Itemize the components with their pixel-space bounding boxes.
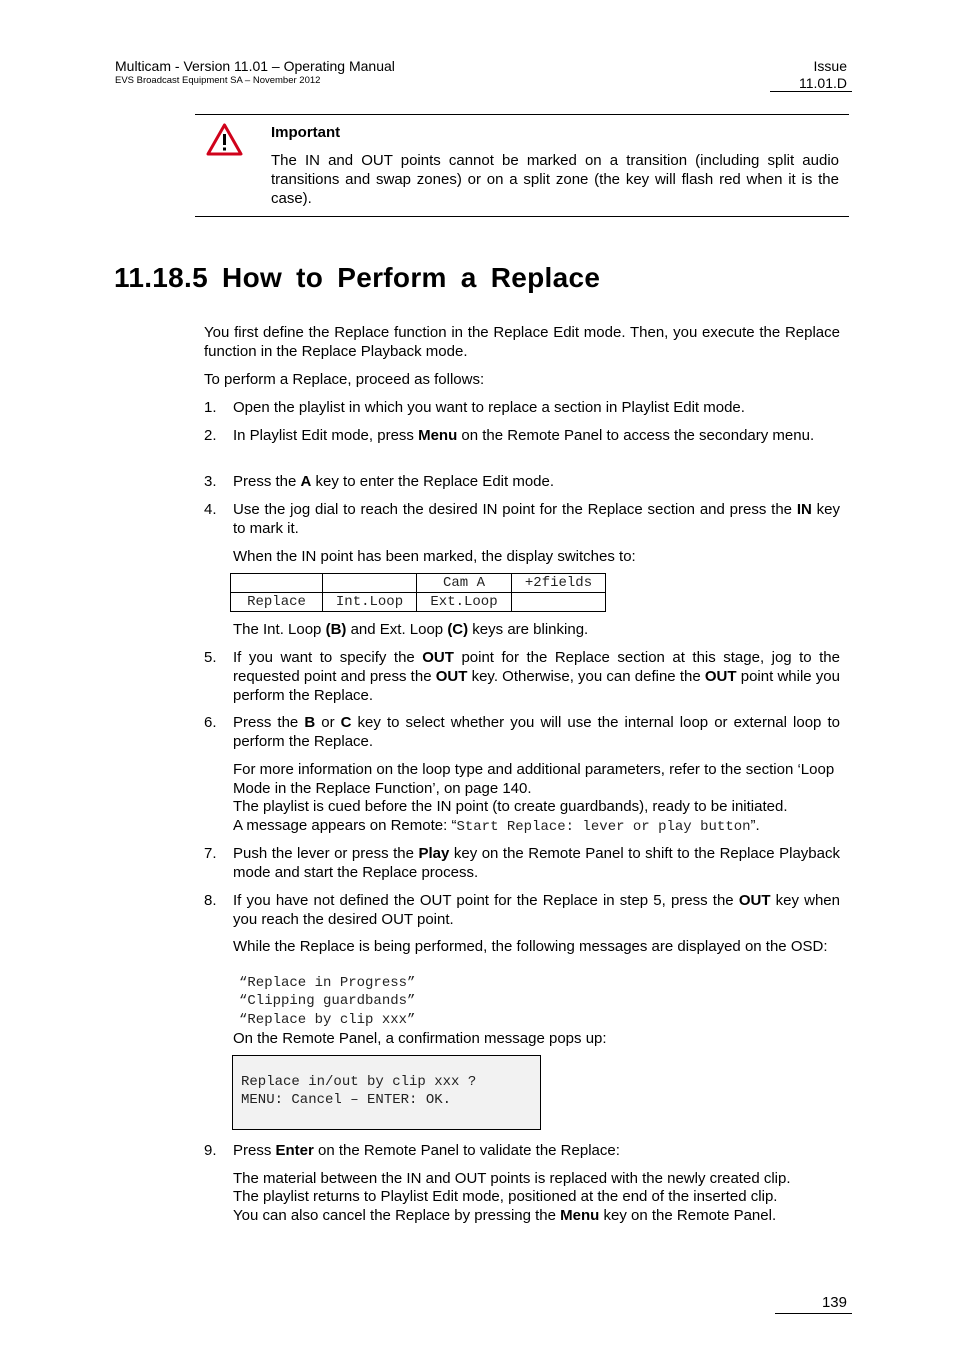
proceed-paragraph: To perform a Replace, proceed as follows: — [204, 371, 485, 388]
header-rule — [770, 91, 852, 92]
osd-message: “Clipping guardbands” — [239, 993, 416, 1009]
table-cell: +2fields — [512, 574, 606, 593]
step-number: 5. — [204, 649, 217, 666]
issue-label: Issue — [813, 58, 847, 74]
manual-title: Multicam - Version 11.01 – Operating Manual — [115, 58, 395, 74]
warning-icon — [206, 123, 243, 156]
step-6-text: Press the B or C key to select whether you will use the internal loop or external loop to perform the Replace. — [233, 714, 840, 750]
table-cell: Ext.Loop — [417, 593, 512, 612]
table-cell: Cam A — [417, 574, 512, 593]
step-3-text: Press the A key to enter the Replace Edit mode. — [233, 473, 555, 490]
step-number: 7. — [204, 845, 217, 862]
osd-message: “Replace in Progress” — [239, 975, 416, 991]
step-7-text: Push the lever or press the Play key on the Remote Panel to shift to the Replace Playback mode and start the Replace process. — [233, 845, 840, 881]
step-number: 2. — [204, 427, 217, 444]
confirmation-message-box — [232, 1055, 541, 1130]
step-4-after: The Int. Loop (B) and Ext. Loop (C) keys are blinking. — [233, 621, 589, 638]
issue-value: 11.01.D — [799, 75, 847, 91]
intro-paragraph: You first define the Replace function in the Replace Edit mode. Then, you execute the Replace function in the Replace Playback mode. — [204, 324, 840, 360]
page-header — [115, 58, 395, 87]
step-number: 1. — [204, 399, 217, 416]
issue-block — [799, 58, 847, 92]
step-2-text: In Playlist Edit mode, press Menu on the Remote Panel to access the secondary menu. — [233, 427, 815, 444]
step-4-text: Use the jog dial to reach the desired IN point for the Replace section and press the IN key to mark it. — [233, 501, 841, 537]
osd-message: “Replace by clip xxx” — [239, 1012, 416, 1028]
confirmation-line: Replace in/out by clip xxx ? — [241, 1074, 477, 1090]
step-9-note-1: The material between the IN and OUT points is replaced with the newly created clip. — [233, 1170, 791, 1187]
important-bottom-rule — [195, 216, 849, 217]
step-6-note-3: A message appears on Remote: “Start Replace: lever or play button”. — [233, 817, 760, 835]
step-number: 6. — [204, 714, 217, 731]
section-heading: 11.18.5 How to Perform a Replace — [114, 262, 601, 293]
important-top-rule — [195, 114, 849, 115]
step-4-note: When the IN point has been marked, the display switches to: — [233, 548, 636, 565]
table-row — [231, 574, 606, 593]
step-number: 3. — [204, 473, 217, 490]
step-8-remote-note: On the Remote Panel, a confirmation message pops up: — [233, 1030, 607, 1047]
remote-display-table — [230, 573, 606, 612]
step-8-text: If you have not defined the OUT point for the Replace in step 5, press the OUT key when you reach the desired OUT point. — [233, 892, 840, 928]
step-number: 9. — [204, 1142, 217, 1159]
table-cell — [231, 574, 323, 593]
table-cell — [323, 574, 417, 593]
step-9-text: Press Enter on the Remote Panel to validate the Replace: — [233, 1142, 620, 1159]
table-cell: Int.Loop — [323, 593, 417, 612]
step-6-note-1: For more information on the loop type and additional parameters, refer to the section ‘Loop Mode in the Replace Function’, on page 140. — [233, 761, 835, 797]
step-9-note-2: The playlist returns to Playlist Edit mode, positioned at the end of the inserted clip. — [233, 1188, 778, 1205]
manual-subtitle: EVS Broadcast Equipment SA – November 2012 — [115, 75, 321, 86]
table-row — [231, 593, 606, 612]
step-number: 8. — [204, 892, 217, 909]
page-number: 139 — [821, 1294, 847, 1311]
step-1-text: Open the playlist in which you want to replace a section in Playlist Edit mode. — [233, 399, 745, 416]
step-8-note: While the Replace is being performed, the following messages are displayed on the OSD: — [233, 938, 828, 955]
confirmation-line: MENU: Cancel – ENTER: OK. — [241, 1092, 452, 1108]
step-5-text: If you want to specify the OUT point for the Replace section at this stage, jog to the requested point and press the OUT key. Otherwise, you can define the OUT point while you perform the Replace. — [233, 649, 840, 704]
footer-rule — [775, 1313, 852, 1314]
step-number: 4. — [204, 501, 217, 518]
step-9-note-3: You can also cancel the Replace by pressing the Menu key on the Remote Panel. — [233, 1207, 777, 1224]
step-6-note-2: The playlist is cued before the IN point (to create guardbands), ready to be initiated. — [233, 798, 788, 815]
table-cell — [512, 593, 606, 612]
important-title: Important — [271, 124, 341, 141]
important-text: The IN and OUT points cannot be marked on a transition (including split audio transitions and swap zones) or on a split zone (the key will flash red when it is the case). — [271, 152, 839, 207]
table-cell: Replace — [231, 593, 323, 612]
